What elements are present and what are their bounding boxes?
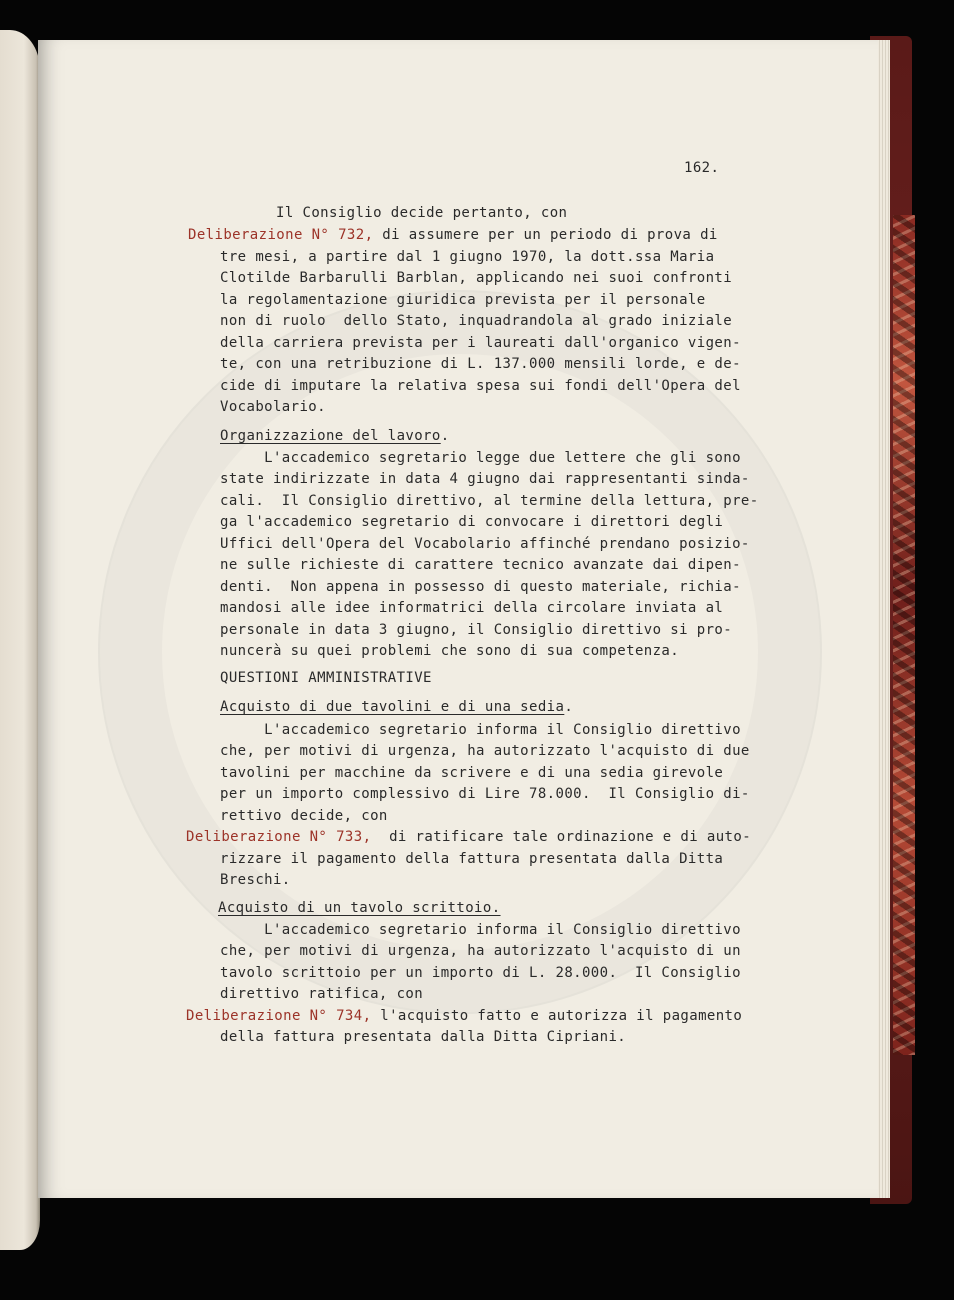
text-line: te, con una retribuzione di L. 137.000 mensili lorde, e de- bbox=[220, 356, 741, 372]
text-line: personale in data 3 giugno, il Consiglio direttivo si pro- bbox=[220, 622, 733, 638]
deliberazione-text: di assumere per un periodo di prova di bbox=[373, 227, 718, 243]
text-line: non di ruolo dello Stato, inquadrandola al grado iniziale bbox=[220, 313, 733, 329]
text-line: tavolini per macchine da scrivere e di una sedia girevole bbox=[220, 765, 724, 781]
section-heading-questioni: QUESTIONI AMMINISTRATIVE bbox=[220, 670, 432, 686]
text-line: L'accademico segretario informa il Consiglio direttivo bbox=[220, 922, 741, 938]
heading-punct: . bbox=[564, 699, 574, 715]
text-line: cali. Il Consiglio direttivo, al termine della lettura, pre- bbox=[220, 493, 759, 509]
text-line: Clotilde Barbarulli Barblan, applicando nei suoi confronti bbox=[220, 270, 733, 286]
text-line: nuncerà su quei problemi che sono di sua competenza. bbox=[220, 643, 680, 659]
page-number: 162. bbox=[684, 160, 720, 176]
text-line: la regolamentazione giuridica prevista per il personale bbox=[220, 292, 706, 308]
text-line: L'accademico segretario informa il Consiglio direttivo bbox=[220, 722, 741, 738]
paragraph-first-line: Il Consiglio decide pertanto, con bbox=[276, 205, 568, 221]
text-line: direttivo ratifica, con bbox=[220, 986, 424, 1002]
text-line: Uffici dell'Opera del Vocabolario affinché prendano posizio- bbox=[220, 536, 750, 552]
text-line: cide di imputare la relativa spesa sui fondi dell'Opera del bbox=[220, 378, 741, 394]
text-line: rizzare il pagamento della fattura presentata dalla Ditta bbox=[220, 851, 724, 867]
text-line: denti. Non appena in possesso di questo materiale, richia- bbox=[220, 579, 741, 595]
heading-punct: . bbox=[440, 428, 450, 444]
text-line: rettivo decide, con bbox=[220, 808, 388, 824]
section-heading-scrittoio bbox=[218, 898, 501, 920]
deliberazione-732-line bbox=[188, 225, 718, 247]
deliberazione-label: Deliberazione N° 733, bbox=[186, 829, 372, 845]
text-line: che, per motivi di urgenza, ha autorizzato l'acquisto di due bbox=[220, 743, 750, 759]
heading-text: Organizzazione del lavoro bbox=[220, 428, 441, 444]
text-line: Breschi. bbox=[220, 872, 291, 888]
deliberazione-733-line bbox=[186, 827, 751, 849]
facing-page-edge bbox=[0, 30, 40, 1250]
text-line: ga l'accademico segretario di convocare i direttori degli bbox=[220, 514, 724, 530]
text-line: Vocabolario. bbox=[220, 399, 326, 415]
text-line: state indirizzate in data 4 giugno dai rappresentanti sinda- bbox=[220, 471, 750, 487]
text-line: tre mesi, a partire dal 1 giugno 1970, la dott.ssa Maria bbox=[220, 249, 715, 265]
section-heading-tavolini bbox=[220, 697, 573, 719]
section-heading-organizzazione bbox=[220, 426, 450, 448]
deliberazione-label: Deliberazione N° 734, bbox=[186, 1008, 372, 1024]
text-line: che, per motivi di urgenza, ha autorizzato l'acquisto di un bbox=[220, 943, 741, 959]
deliberazione-text: di ratificare tale ordinazione e di auto- bbox=[371, 829, 752, 845]
text-line: L'accademico segretario legge due lettere che gli sono bbox=[220, 450, 741, 466]
text-line: ne sulle richieste di carattere tecnico avanzate dai dipen- bbox=[220, 557, 741, 573]
deliberazione-text: l'acquisto fatto e autorizza il pagamento bbox=[371, 1008, 743, 1024]
heading-text: Acquisto di un tavolo scrittoio. bbox=[218, 900, 501, 916]
text-line: mandosi alle idee informatrici della circolare inviata al bbox=[220, 600, 724, 616]
marbled-endpaper bbox=[893, 215, 915, 1055]
text-line: tavolo scrittoio per un importo di L. 28.000. Il Consiglio bbox=[220, 965, 741, 981]
text-line: per un importo complessivo di Lire 78.000. Il Consiglio di- bbox=[220, 786, 750, 802]
deliberazione-label: Deliberazione N° 732, bbox=[188, 227, 374, 243]
text-line: della carriera prevista per i laureati dall'organico vigen- bbox=[220, 335, 741, 351]
heading-text: Acquisto di due tavolini e di una sedia bbox=[220, 699, 565, 715]
deliberazione-734-line bbox=[186, 1006, 742, 1028]
text-line: della fattura presentata dalla Ditta Cipriani. bbox=[220, 1029, 627, 1045]
